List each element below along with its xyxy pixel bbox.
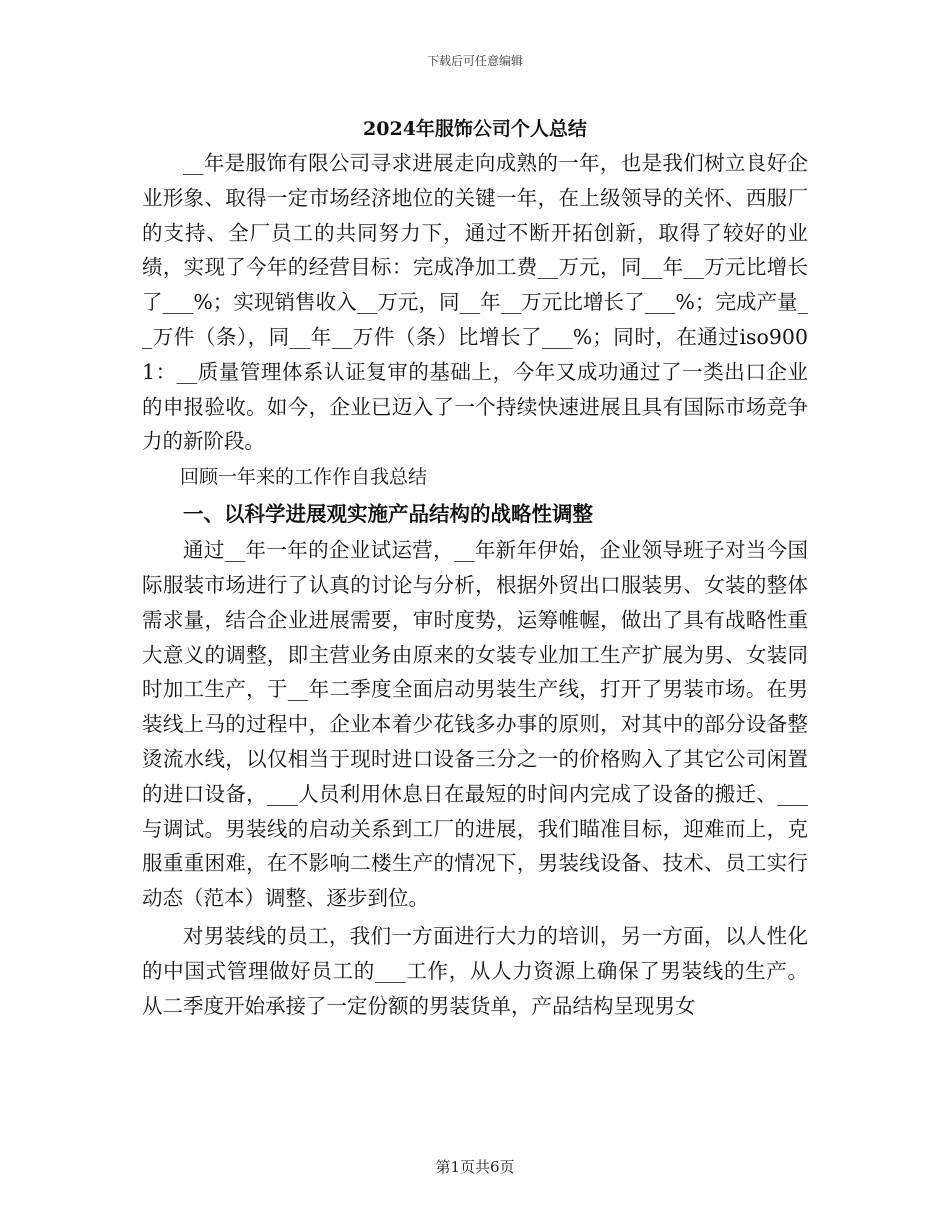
page-header-note: 下载后可任意编辑: [426, 54, 523, 68]
intro-paragraph: __年是服饰有限公司寻求进展走向成熟的一年，也是我们树立良好企业形象、取得一定市场经济地位的关键一年，在上级领导的关怀、西服厂的支持、全厂员工的共同努力下，通过不断开拓创新，取得了较好的业绩，实现了今年的经营目标：完成净加工费__万元，同__年__万元比增长了___%；实现销售收入__万元，同__年__万元比增长了___%；完成产量__万件（条），同__年__万件（条）比增长了___%；同时，在通过iso9001：__质量管理体系认证复审的基础上，今年又成功通过了一类出口企业的申报验收。如今，企业已迈入了一个持续快速进展且具有国际市场竞争力的新阶段。: [142, 151, 808, 454]
section-1-paragraph-1: 通过__年一年的企业试运营，__年新年伊始，企业领导班子对当今国际服装市场进行了认真的讨论与分析，根据外贸出口服装男、女装的整体需求量，结合企业进展需要，审时度势，运筹帷幄，做出了具有战略性重大意义的调整，即主营业务由原来的女装专业加工生产扩展为男、女装同时加工生产，于__年二季度全面启动男装生产线，打开了男装市场。在男装线上马的过程中，企业本着少花钱多办事的原则，对其中的部分设备整烫流水线，以仅相当于现时进口设备三分之一的价格购入了其它公司闲置的进口设备，___人员利用休息日在最短的时间内完成了设备的搬迁、___与调试。男装线的启动关系到工厂的进展，我们瞄准目标，迎难而上，克服重重困难，在不影响二楼生产的情况下，男装线设备、技术、员工实行动态（范本）调整、逐步到位。: [142, 538, 808, 911]
review-subheading: 回顾一年来的工作作自我总结: [180, 466, 428, 489]
page-number-footer: 第1页共6页: [435, 1158, 515, 1176]
section-heading-1: 一、以科学进展观实施产品结构的战略性调整: [183, 502, 593, 527]
document-body: [142, 112, 808, 1023]
document-title: 2024年服饰公司个人总结: [363, 118, 587, 140]
section-1-paragraph-2: 对男装线的员工，我们一方面进行大力的培训，另一方面，以人性化的中国式管理做好员工的___工作，从人力资源上确保了男装线的生产。从二季度开始承接了一定份额的男装货单，产品结构呈现男女: [142, 923, 808, 1018]
